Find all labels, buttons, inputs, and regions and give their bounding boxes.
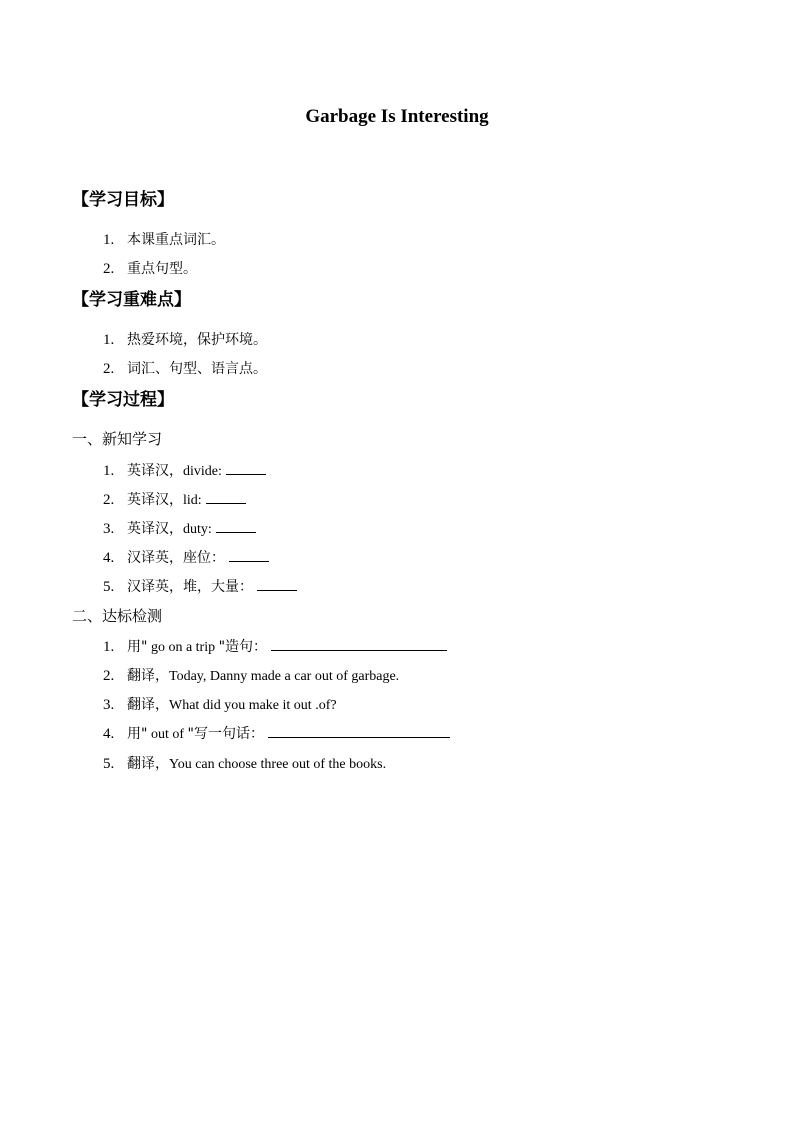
sub-heading-new-learning: 一、新知学习 [72,430,163,448]
item-english: go on a trip [147,640,219,655]
item-prefix: 翻译， [127,756,169,772]
item-suffix: "写一句话： [187,726,264,742]
item-word: divide: [183,464,222,479]
item-prefix: 英译汉， [127,463,183,479]
item-text: 词汇、句型、语言点。 [127,361,267,377]
key-point-item [103,358,267,380]
item-english: Today, Danny made a car out of garbage. [169,669,400,684]
key-point-item [103,329,267,351]
item-number: 2. [103,492,115,508]
item-prefix: 翻译， [127,697,169,713]
item-number: 2. [103,668,115,684]
item-prefix: 汉译英， [127,550,183,566]
item-number: 2. [103,261,115,277]
item-word: lid: [183,493,202,508]
item-prefix: 用" [127,639,148,655]
item-number: 5. [103,579,115,595]
item-number: 4. [103,726,115,742]
item-number: 3. [103,697,115,713]
sub-heading-assessment: 二、达标检测 [72,607,163,625]
section-heading-key-points: 【学习重难点】 [72,290,191,310]
item-prefix: 英译汉， [127,521,183,537]
item-word: 堆，大量： [183,579,253,595]
exercise-item [103,636,447,659]
item-number: 4. [103,550,115,566]
item-text: 热爱环境，保护环境。 [127,332,267,348]
answer-blank[interactable] [271,636,447,651]
objective-item [103,258,197,280]
exercise-item [103,518,256,541]
item-number: 5. [103,756,115,772]
answer-blank[interactable] [226,460,266,475]
exercise-item [103,723,450,746]
item-prefix: 翻译， [127,668,169,684]
item-prefix: 用" [127,726,148,742]
section-heading-objectives: 【学习目标】 [72,190,174,210]
item-word: 座位： [183,550,225,566]
item-text: 本课重点词汇。 [127,232,225,248]
item-number: 2. [103,361,115,377]
answer-blank[interactable] [257,576,297,591]
exercise-item [103,489,246,512]
answer-blank[interactable] [268,723,450,738]
item-word: duty: [183,522,212,537]
item-english: You can choose three out of the books. [169,757,387,772]
objective-item [103,229,225,251]
item-prefix: 汉译英， [127,579,183,595]
exercise-item [103,753,386,776]
item-number: 3. [103,521,115,537]
exercise-item [103,694,337,717]
item-english: out of [147,727,188,742]
exercise-item [103,460,266,483]
exercise-item [103,665,399,688]
item-suffix: "造句： [218,639,268,655]
item-number: 1. [103,639,115,655]
item-number: 1. [103,332,115,348]
document-title: Garbage Is Interesting [305,106,489,127]
answer-blank[interactable] [206,489,246,504]
exercise-item [103,576,297,598]
item-number: 1. [103,463,115,479]
answer-blank[interactable] [216,518,256,533]
section-heading-process: 【学习过程】 [72,390,174,410]
answer-blank[interactable] [229,547,269,562]
item-english: What did you make it out .of? [169,698,337,713]
item-text: 重点句型。 [127,261,197,277]
item-prefix: 英译汉， [127,492,183,508]
exercise-item [103,547,269,569]
item-number: 1. [103,232,115,248]
